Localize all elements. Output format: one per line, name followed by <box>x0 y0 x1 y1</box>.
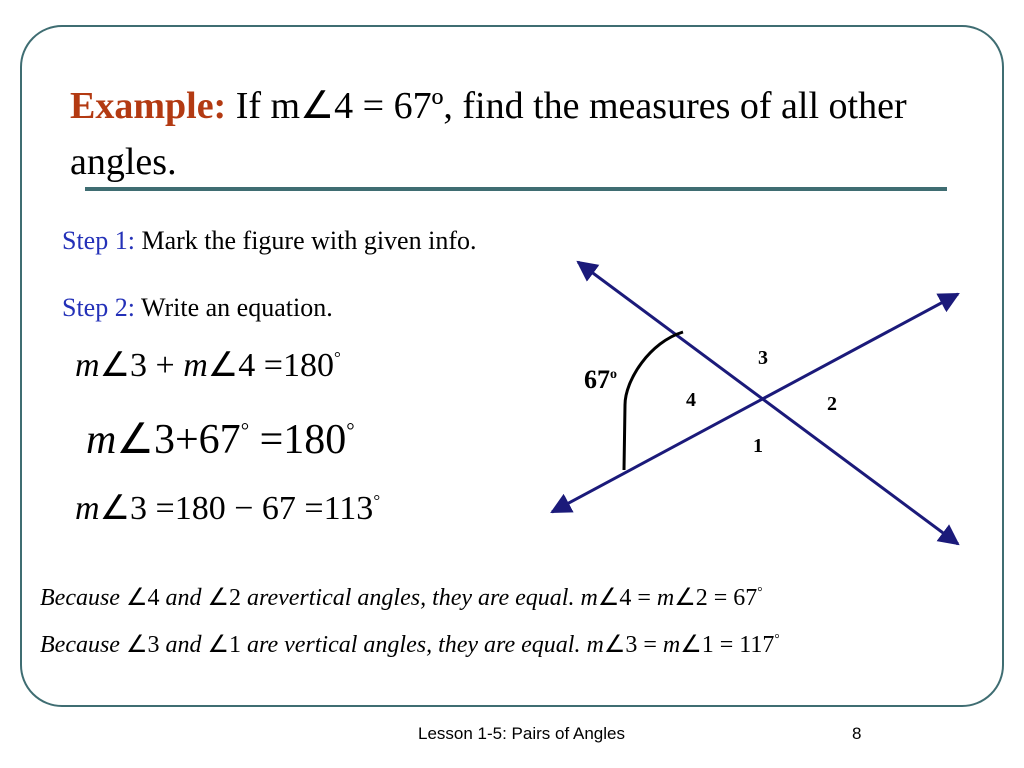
angle-2-label: 2 <box>827 393 837 415</box>
title-divider <box>85 187 947 191</box>
line-a <box>578 262 958 544</box>
step-1 <box>62 226 476 256</box>
angle-3-label: 3 <box>758 347 768 369</box>
title-lead: Example: <box>70 85 227 127</box>
equation-1: m∠3 + m∠4 =180° <box>75 347 341 384</box>
footer-page-number: 8 <box>852 724 862 743</box>
title-text: If m∠4 = 67º, find the measures of all other angles. <box>70 85 907 183</box>
step-2 <box>62 293 333 323</box>
conclusion-1: Because ∠4 and ∠2 arevertical angles, they are equal. m∠4 = m∠2 = 67° <box>40 584 763 611</box>
slide-title <box>70 78 950 190</box>
step-2-label: Step 2: <box>62 293 135 322</box>
step-1-label: Step 1: <box>62 226 135 255</box>
equation-3: m∠3 =180 − 67 =113° <box>75 490 381 527</box>
step-1-text: Mark the figure with given info. <box>141 226 477 255</box>
angle-4-label: 4 <box>686 389 696 411</box>
step-2-text: Write an equation. <box>140 293 333 322</box>
angle-1-label: 1 <box>753 435 763 457</box>
given-angle-label: 67$^o$ <box>584 365 617 394</box>
footer-lesson-title: Lesson 1-5: Pairs of Angles <box>418 724 625 743</box>
equation-2: m∠3+67° =180° <box>86 417 355 463</box>
angle-arc <box>624 332 683 470</box>
intersecting-lines-figure <box>540 250 980 550</box>
conclusion-2: Because ∠3 and ∠1 are vertical angles, they are equal. m∠3 = m∠1 = 117° <box>40 631 780 658</box>
line-b <box>552 294 958 512</box>
